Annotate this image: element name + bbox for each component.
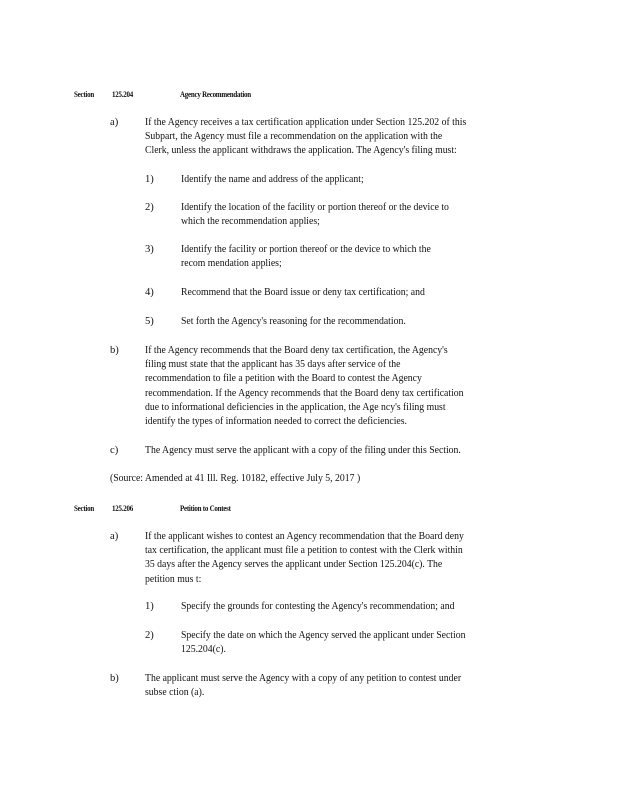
text-line: recommendation to file a petition with the Board to contest the Agency	[145, 373, 422, 385]
text-line: Subpart, the Agency must file a recommendation on the application with the	[145, 131, 443, 143]
subsection-label: a)	[110, 531, 119, 542]
subsection-label: a)	[110, 117, 119, 128]
text-line: 35 days after the Agency serves the applicant under Section 125.204(c). The	[145, 559, 443, 571]
item-text	[181, 600, 455, 614]
subsection-text	[145, 116, 466, 159]
text-line: Identify the name and address of the applicant;	[181, 174, 364, 185]
subsection-label: c)	[110, 445, 119, 456]
subsection-text	[145, 672, 461, 700]
item-label: 1)	[145, 601, 154, 612]
item-label: 1)	[145, 174, 154, 185]
text-line: Specify the date on which the Agency served the applicant under Section	[181, 630, 466, 641]
section-title: Petition to Contest	[180, 503, 231, 513]
text-line: If the applicant wishes to contest an Agency recommendation that the Board deny	[145, 531, 464, 542]
text-line: subse ction (a).	[145, 687, 205, 699]
item-label: 4)	[145, 287, 154, 298]
item-label: 5)	[145, 316, 154, 327]
text-line: Set forth the Agency's reasoning for the recommendation.	[181, 316, 406, 327]
section-number: 125.206	[112, 503, 133, 513]
subsection-text	[145, 530, 464, 587]
text-line: which the recommendation applies;	[181, 216, 320, 228]
item-text	[181, 201, 449, 229]
text-line: petition mus t:	[145, 573, 202, 585]
text-line: Recommend that the Board issue or deny tax certification; and	[181, 287, 425, 298]
text-line: Identify the facility or portion thereof or the device to which the	[181, 244, 431, 255]
item-text	[181, 315, 406, 329]
text-line: recommendation. If the Agency recommends that the Board deny tax certification	[145, 387, 464, 399]
text-line: Specify the grounds for contesting the Agency's recommendation; and	[181, 601, 455, 612]
section-number: 125.204	[112, 89, 133, 99]
text-line: identify the types of information needed to correct the deficiencies.	[145, 416, 407, 428]
subsection-text	[145, 444, 461, 458]
section-label: Section	[74, 503, 94, 513]
item-label: 2)	[145, 202, 154, 213]
section-title: Agency Recommendation	[180, 89, 251, 99]
subsection-label: b)	[110, 345, 119, 356]
source-note: (Source: Amended at 41 Ill. Reg. 10182, effective July 5, 2017 )	[110, 473, 361, 484]
text-line: tax certification, the applicant must file a petition to contest with the Clerk within	[145, 545, 463, 557]
item-text	[181, 286, 425, 300]
item-text	[181, 243, 431, 271]
text-line: 125.204(c).	[181, 644, 226, 656]
text-line: due to informational deficiencies in the application, the Age ncy's filing must	[145, 401, 446, 413]
subsection-label: b)	[110, 673, 119, 684]
item-text	[181, 629, 465, 657]
text-line: The applicant must serve the Agency with a copy of any petition to contest under	[145, 673, 462, 684]
subsection-text	[145, 344, 464, 429]
text-line: filing must state that the applicant has 35 days after service of the	[145, 359, 401, 371]
item-label: 2)	[145, 630, 154, 641]
item-text	[181, 173, 364, 187]
text-line: Clerk, unless the applicant withdraws the application. The Agency's filing must:	[145, 145, 457, 157]
text-line: If the Agency recommends that the Board deny tax certification, the Agency's	[145, 345, 448, 356]
item-label: 3)	[145, 244, 154, 255]
text-line: If the Agency receives a tax certification application under Section 125.202 of this	[145, 117, 467, 128]
text-line: recom mendation applies;	[181, 258, 282, 270]
text-line: The Agency must serve the applicant with a copy of the filing under this Section.	[145, 445, 461, 456]
section-label: Section	[74, 89, 94, 99]
text-line: Identify the location of the facility or portion thereof or the device to	[181, 202, 449, 213]
